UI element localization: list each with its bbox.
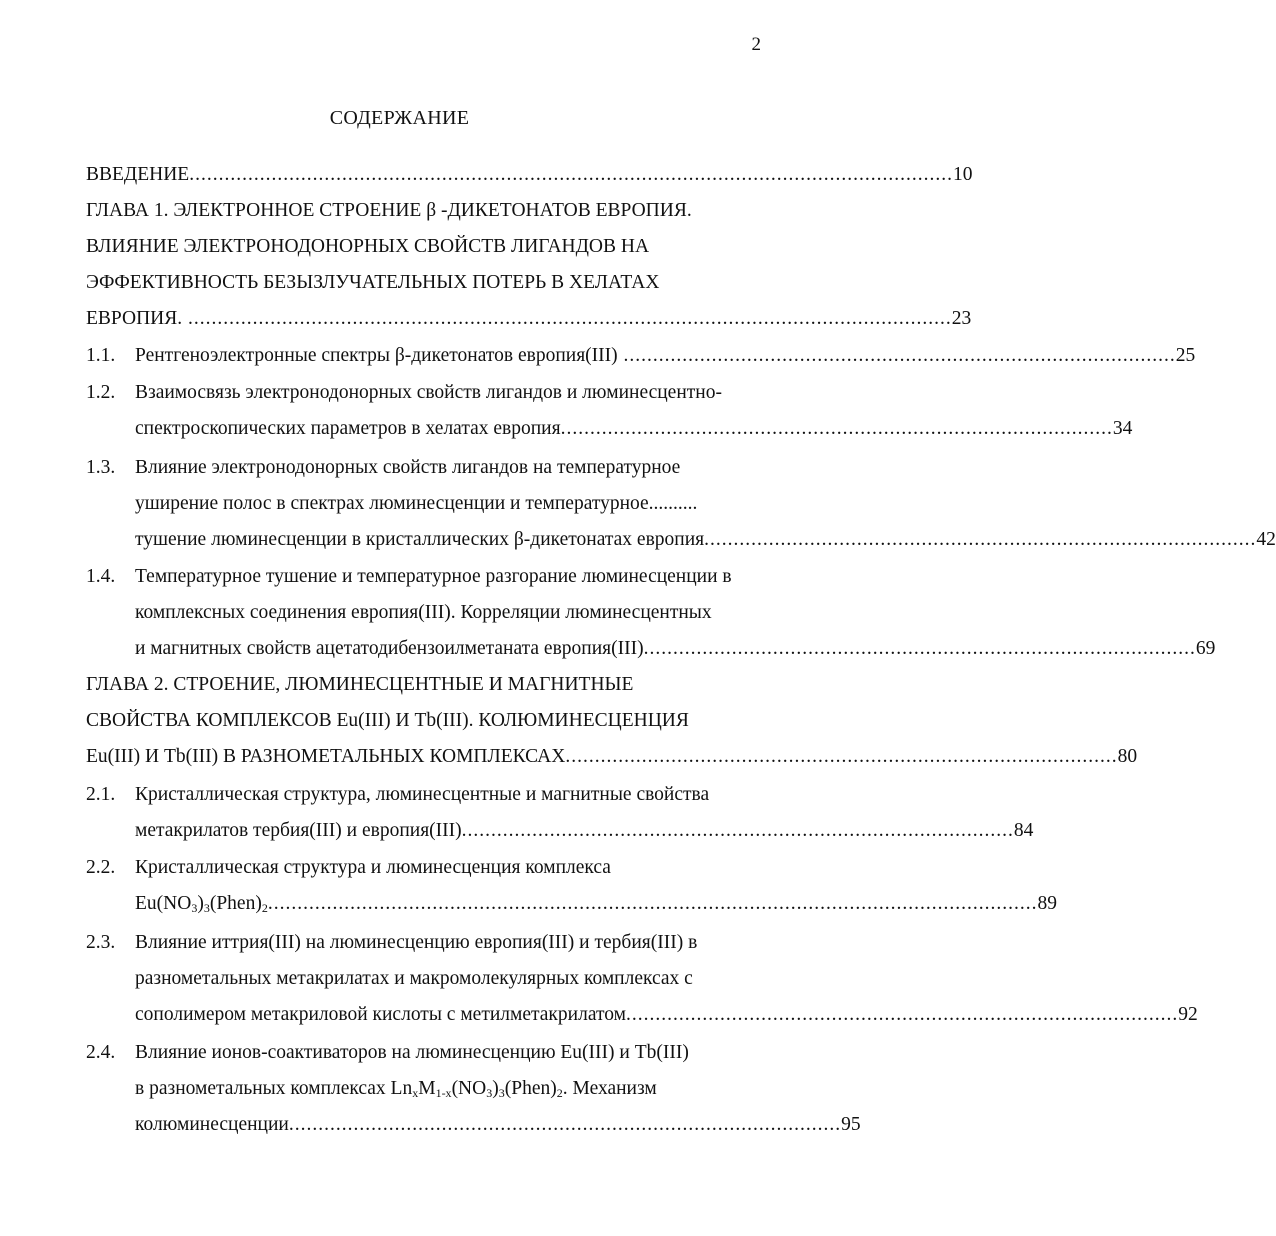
section-title-line: сополимером метакриловой кислоты с метилметакрилатом [135,1004,626,1025]
entry-label: ВВЕДЕНИЕ [86,164,190,185]
leader-dots: .............................................................................................. [461,820,1014,841]
chapter2-title-line: ГЛАВА 2. СТРОЕНИЕ, ЛЮМИНЕСЦЕНТНЫЕ И МАГНИТНЫЕ [86,674,634,695]
section-title-line: Влияние электронодонорных свойств лигандов на температурное [135,457,681,478]
section-number: 1.1. [86,345,116,366]
toc-entry-chapter2[interactable] [86,744,1138,770]
entry-page: 80 [1117,746,1138,767]
section-number: 2.4. [86,1042,116,1063]
chapter1-title-line: ЭФФЕКТИВНОСТЬ БЕЗЫЗЛУЧАТЕЛЬНЫХ ПОТЕРЬ В ХЕЛАТАХ [86,272,660,293]
section-number: 2.3. [86,932,116,953]
section-title-line: спектроскопических параметров в хелатах европия [135,418,561,439]
entry-page: 89 [1037,893,1057,914]
section-title-line: Кристаллическая структура, люминесцентные и магнитные свойства [135,784,710,805]
leader-dots: ................................................................................................................................... [267,893,1038,914]
entry-page: 34 [1112,418,1133,439]
chapter1-title-line: ГЛАВА 1. ЭЛЕКТРОННОЕ СТРОЕНИЕ β -ДИКЕТОНАТОВ ЕВРОПИЯ. [86,200,692,221]
section-title-line: Влияние ионов-соактиваторов на люминесценцию Eu(III) и Tb(III) [135,1042,689,1063]
section-title-line: комплексных соединения европия(III). Корреляции люминесцентных [135,602,712,623]
entry-page: 42 [1256,529,1276,550]
entry-page: 23 [951,308,972,329]
section-number: 2.1. [86,784,116,805]
section-title-line: Температурное тушение и температурное разгорание люминесценции в [135,566,732,587]
section-title-line: Взаимосвязь электронодонорных свойств лигандов и люминесцентно- [135,382,722,403]
section-number: 2.2. [86,857,116,878]
leader-dots: .................................................................................................................................. [182,308,952,329]
entry-page: 10 [952,164,973,185]
section-number: 1.3. [86,457,116,478]
leader-dots: .............................................................................................. [625,1004,1179,1025]
section-number: 1.4. [86,566,116,587]
toc-entry-1-1[interactable] [135,343,1196,369]
section-number: 1.2. [86,382,116,403]
chapter2-title-line: Eu(III) И Tb(III) В РАЗНОМЕТАЛЬНЫХ КОМПЛЕКСАХ [86,746,566,767]
entry-page: 69 [1195,638,1216,659]
toc-entry-2-3[interactable] [135,1002,1198,1028]
section-title-line: разнометальных метакрилатах и макромолекулярных комплексах с [135,968,693,989]
section-title-line: в разнометальных комплексах $Ln_xM_{1-x}(NO_3)_3(Phen)_2$. Механизм [135,1078,657,1100]
leader-dots: .............................................................................................. [617,345,1176,366]
toc-entry-2-1[interactable] [135,818,1034,844]
section-title-line: тушение люминесценции в кристаллических β-дикетонатах европия [135,529,705,550]
toc-title: СОДЕРЖАНИЕ [329,107,470,129]
section-title-line: Влияние иттрия(III) на люминесценцию европия(III) и тербия(III) в [135,932,698,953]
chapter2-title-line: СВОЙСТВА КОМПЛЕКСОВ Eu(III) И Tb(III). КОЛЮМИНЕСЦЕНЦИЯ [86,710,689,731]
toc-entry-intro[interactable] [86,162,973,188]
section-title-line: и магнитных свойств ацетатодибензоилметаната европия(III) [135,638,644,659]
page-number: 2 [751,34,761,55]
toc-entry-2-4[interactable] [135,1112,861,1138]
entry-page: 92 [1178,1004,1198,1025]
leader-dots: .............................................................................................. [565,746,1118,767]
leader-dots: .............................................................................................. [560,418,1113,439]
entry-page: 95 [841,1114,861,1135]
leader-dots: .............................................................................................. [288,1114,842,1135]
leader-dots: .............................................................................................. [704,529,1257,550]
chapter1-title-line: ЕВРОПИЯ. [86,308,183,329]
leader-dots: .................................................................................................................................. [189,164,953,185]
toc-entry-1-3[interactable] [135,527,1276,553]
section-title-line: уширение полос в спектрах люминесценции и температурное.......... [135,493,698,514]
toc-entry-2-2[interactable] [135,891,1057,917]
section-title-line: Кристаллическая структура и люминесценция комплекса [135,857,611,878]
entry-page: 84 [1013,820,1034,841]
section-title-line: колюминесценции [135,1114,289,1135]
leader-dots: .............................................................................................. [643,638,1196,659]
formula: $Eu(NO_3)_3(Phen)_2$ [135,893,268,915]
chapter1-title-line: ВЛИЯНИЕ ЭЛЕКТРОНОДОНОРНЫХ СВОЙСТВ ЛИГАНДОВ НА [86,236,650,257]
section-title-line: метакрилатов тербия(III) и европия(III) [135,820,462,841]
toc-entry-chapter1[interactable] [86,306,972,332]
section-title-line: Рентгеноэлектронные спектры β-дикетонатов европия(III) [135,345,618,366]
entry-page: 25 [1175,345,1196,366]
toc-entry-1-2[interactable] [135,416,1133,442]
toc-entry-1-4[interactable] [135,636,1216,662]
